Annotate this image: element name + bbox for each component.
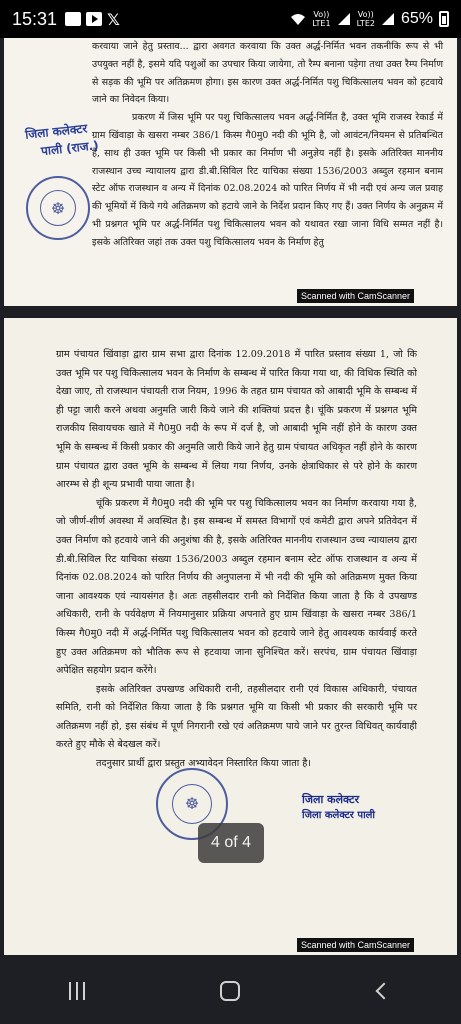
camscanner-watermark: Scanned with CamScanner	[297, 938, 414, 952]
page-body	[92, 38, 443, 252]
camscanner-watermark: Scanned with CamScanner	[297, 289, 414, 303]
gallery-icon	[65, 12, 81, 26]
paragraph: तदनुसार प्रार्थी द्वारा प्रस्तुत अभ्यावेदन निस्तारित किया जाता है।	[96, 758, 311, 770]
stamp-line: जिला कलेक्टर	[24, 121, 88, 142]
wifi-icon	[290, 12, 306, 26]
collector-stamp	[24, 118, 99, 161]
signature-line: जिला कलेक्टर पाली	[302, 810, 376, 821]
stamp-line: पाली (राज.)	[40, 138, 100, 159]
paragraph: इसके अतिरिक्त उपखण्ड अधिकारी रानी, तहसीलदार रानी एवं विकास अधिकारी, पंचायत समिति, रानी को निर्देशित किया जाता है कि प्रश्नगत भूमि या किसी भी प्रकार की सरकारी भूमि पर अतिक्रमण नहीं हो, इस संबंध में पूर्ण निगरानी रखे एवं अतिक्रमण पाये जाने पर तुरन्त विधिवत् कार्यवाही करते हुए मौके से बेदखल करें।	[56, 683, 417, 751]
notification-icons	[65, 10, 120, 29]
emblem-icon: ☸	[40, 190, 76, 226]
paragraph: ग्राम पंचायत खिंवाड़ा द्वारा ग्राम सभा द्वारा दिनांक 12.09.2018 में पारित प्रस्ताव संख्या 1, जो कि उक्त भूमि पर पशु चिकित्सालय भवन के निर्माण के सम्बन्ध में पारित किया गया था, की विधिक स्थिति को देखा जाए, तो राजस्थान पंचायती राज नियम, 1996 के तहत ग्राम पंचायत को आबादी भूमि के सम्बन्ध में ही पट्टा जारी करने अथवा अनुमति जारी किये जाने की शक्तियां प्रदत्त है। चूंकि प्रकरण में प्रश्नगत भूमि राजकीय सिवायचक खाते में गै0मु0 नदी के रूप में दर्ज है, जो आबादी भूमि नहीं होने के कारण उक्त भूमि के सम्बन्ध में किसी प्रकार की अनुमति जारी किये जाने हेतु ग्राम पंचायत अधिकृत नहीं होने के कारण ग्राम पंचायत द्वारा उक्त भूमि के सम्बन्ध में लिया गया निर्णय, उनके क्षेत्राधिकार से परे होने के कारण आरम्भ से ही शून्य प्रभावी पाया जाता है।	[56, 349, 417, 491]
official-seal	[26, 176, 90, 240]
status-bar	[0, 0, 461, 38]
document-viewer[interactable]	[0, 38, 461, 958]
paragraph: करवाया जाने हेतु प्रस्ताव... द्वारा अवगत करवाया कि उक्त अर्द्ध-निर्मित भवन तकनीकि रूप से भी उपयुक्त नहीं है, इसमे यदि पशुओं का उपचार किया जायेगा, तो रैम्प बनाना पड़ेगा तथा उक्त रैम्प निर्माण से सड़क की भूमि पर अतिक्रमण होगा। इस कारण उक्त अर्द्ध-निर्मित पशु चिकित्सालय भवन को हटवाये जाने का निवेदन किया।	[92, 41, 443, 106]
network-1: Vo)) LTE1	[312, 10, 331, 28]
status-time: 15:31	[12, 8, 58, 29]
emblem-icon: ☸	[172, 784, 213, 825]
paragraph: चूंकि प्रकरण में गै0मु0 नदी की भूमि पर पशु चिकित्सालय भवन का निर्माण करवाया गया है, जो जीर्ण-शीर्ण अवस्था में अवस्थित है। इस सम्बन्ध में समस्त विभागों एवं कमेटी द्वारा अपने प्रतिवेदन में उक्त निर्माण को हटवाये जाने की अनुशंषा की है, इसके अतिरिक्त माननीय राजस्थान उच्च न्यायालय द्वारा डी.बी.सिविल रिट याचिका संख्या 1536/2003 अब्दुल रहमान बनाम स्टेट ऑफ राजस्थान व अन्य में दिनांक 02.08.2024 को पारित निर्णय की अनुपालना में भी नदी की भूमि को अतिक्रमण मुक्त किया जाना आवश्यक एवं न्यायसंगत है। अतः तहसीलदार रानी को निर्देशित किया जाता है कि वे उपखण्ड अधिकारी, रानी के पर्यवेक्षण में नियमानुसार प्रक्रिया अपनाते हुए ग्राम खिंवाड़ा के खसरा नम्बर 386/1 किस्म गै0मु0 नदी में अर्द्ध-निर्मित पशु चिकित्सालय भवन को हटवाये जाने हेतु आवश्यक कार्यवाई करते हुए उक्त अतिक्रमण को भौतिक रूप से हटवाया जाना सुनिश्चित करें। सरपंच, ग्राम पंचायत खिंवाड़ा अपेक्षित सहयोग प्रदान करेंगे।	[56, 497, 417, 677]
x-icon: 𝕏	[107, 9, 120, 29]
collector-signature	[302, 792, 375, 821]
system-icons	[290, 10, 449, 28]
page-indicator: 4 of 4	[198, 823, 264, 863]
signal-icon	[337, 12, 351, 26]
recents-button[interactable]	[47, 966, 107, 1016]
document-page-3	[4, 38, 457, 306]
home-button[interactable]	[200, 966, 260, 1016]
recents-icon	[69, 982, 85, 1000]
back-icon	[376, 983, 393, 1000]
signal-icon-2	[381, 12, 395, 26]
battery-icon	[439, 11, 449, 27]
back-button[interactable]	[354, 966, 414, 1016]
paragraph: प्रकरण में जिस भूमि पर पशु चिकित्सालय भवन अर्द्ध-निर्मित है, उक्त भूमि राजस्व रेकार्ड में ग्राम खिंवाड़ा के खसरा नम्बर 386/1 किस्म गै0मु0 नदी की भूमि है, जो आवंटन/नियमन से प्रतिबन्धित है, साथ ही उक्त भूमि पर किसी भी प्रकार का निर्माण भी अनुज्ञेय नहीं है। इसके अतिरिक्त माननीय राजस्थान उच्च न्यायालय द्वारा डी.बी.सिविल रिट याचिका संख्या 1536/2003 अब्दुल रहमान बनाम स्टेट ऑफ राजस्थान व अन्य में दिनांक 02.08.2024 को पारित निर्णय में भी नदी एवं अन्य जल प्रवाह की भूमियों में किये गये अतिक्रमण को हटाये जाने के निर्देश प्रदान किए गए हैं। उक्त निर्णय के अनुक्रम में भी प्रश्नगत भूमि पर अर्द्ध-निर्मित पशु चिकित्सालय भवन को यथावत रखा जाना विधि सम्मत नहीं है। इसके अतिरिक्त जहां तक उक्त पशु चिकित्सालय भवन के निर्माण हेतु	[92, 112, 443, 248]
network-2: Vo)) LTE2	[356, 10, 375, 28]
home-icon	[220, 981, 240, 1001]
battery-percent: 65%	[400, 10, 433, 27]
youtube-icon	[86, 12, 102, 26]
page-body	[56, 346, 417, 774]
navigation-bar	[0, 958, 461, 1024]
signature-line: जिला कलेक्टर	[302, 793, 360, 806]
